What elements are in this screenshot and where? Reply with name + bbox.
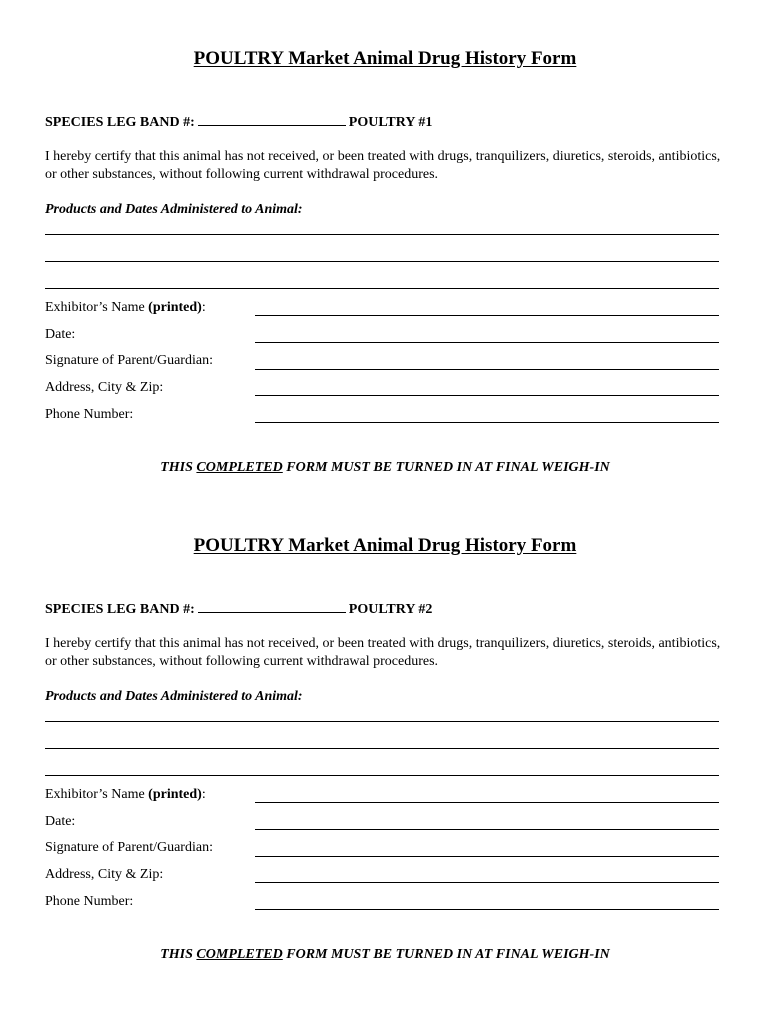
form-title: POULTRY Market Animal Drug History Form: [193, 535, 577, 556]
printed-note: (printed): [148, 300, 202, 315]
exhibitor-name-label-text: Exhibitor’s Name: [45, 300, 149, 315]
phone-input[interactable]: [255, 909, 719, 910]
exhibitor-name-label: [45, 300, 206, 316]
exhibitor-name-input[interactable]: [255, 802, 719, 803]
leg-band-row: [45, 600, 432, 618]
leg-band-label: SPECIES LEG BAND #:: [45, 115, 195, 130]
address-input[interactable]: [255, 395, 719, 396]
footer-text-pre: THIS: [160, 460, 197, 475]
certification-statement: I hereby certify that this animal has not received, or been treated with drugs, tranquilizers, diuretics, steroids, antibiotics, or other substances, without following current withdrawal procedures.: [45, 636, 721, 669]
phone-label: Phone Number:: [45, 894, 134, 909]
products-label: Products and Dates Administered to Animal:: [45, 689, 303, 704]
exhibitor-name-label-colon: :: [201, 787, 206, 802]
footer-text-emphasis: COMPLETED: [196, 947, 283, 962]
leg-band-row: [45, 113, 432, 131]
footer-text-post: FORM MUST BE TURNED IN AT FINAL WEIGH-IN: [282, 460, 610, 475]
form-footer-notice: [0, 947, 770, 963]
date-label: Date:: [45, 814, 76, 829]
products-line-3[interactable]: [45, 775, 719, 776]
address-label: Address, City & Zip:: [45, 867, 164, 882]
poultry-number-label: POULTRY #1: [348, 115, 433, 130]
products-line-2[interactable]: [45, 748, 719, 749]
exhibitor-name-label-text: Exhibitor’s Name: [45, 787, 149, 802]
signature-label: Signature of Parent/Guardian:: [45, 353, 213, 368]
signature-label: Signature of Parent/Guardian:: [45, 840, 213, 855]
footer-text-post: FORM MUST BE TURNED IN AT FINAL WEIGH-IN: [282, 947, 610, 962]
signature-input[interactable]: [255, 856, 719, 857]
address-input[interactable]: [255, 882, 719, 883]
phone-input[interactable]: [255, 422, 719, 423]
products-line-3[interactable]: [45, 288, 719, 289]
drug-history-form-2: [0, 487, 770, 974]
exhibitor-name-label-colon: :: [201, 300, 206, 315]
exhibitor-name-label: [45, 787, 206, 803]
leg-band-label: SPECIES LEG BAND #:: [45, 602, 195, 617]
address-label: Address, City & Zip:: [45, 380, 164, 395]
products-line-1[interactable]: [45, 721, 719, 722]
leg-band-input[interactable]: [198, 113, 346, 126]
form-footer-notice: [0, 460, 770, 476]
footer-text-emphasis: COMPLETED: [196, 460, 283, 475]
footer-text-pre: THIS: [160, 947, 197, 962]
exhibitor-name-input[interactable]: [255, 315, 719, 316]
products-line-2[interactable]: [45, 261, 719, 262]
form-title: POULTRY Market Animal Drug History Form: [193, 48, 577, 69]
date-input[interactable]: [255, 342, 719, 343]
products-label: Products and Dates Administered to Animal:: [45, 202, 303, 217]
signature-input[interactable]: [255, 369, 719, 370]
drug-history-form-1: [0, 0, 770, 487]
date-label: Date:: [45, 327, 76, 342]
printed-note: (printed): [148, 787, 202, 802]
poultry-number-label: POULTRY #2: [348, 602, 433, 617]
certification-statement: I hereby certify that this animal has not received, or been treated with drugs, tranquilizers, diuretics, steroids, antibiotics, or other substances, without following current withdrawal procedures.: [45, 149, 721, 182]
products-line-1[interactable]: [45, 234, 719, 235]
phone-label: Phone Number:: [45, 407, 134, 422]
leg-band-input[interactable]: [198, 600, 346, 613]
date-input[interactable]: [255, 829, 719, 830]
